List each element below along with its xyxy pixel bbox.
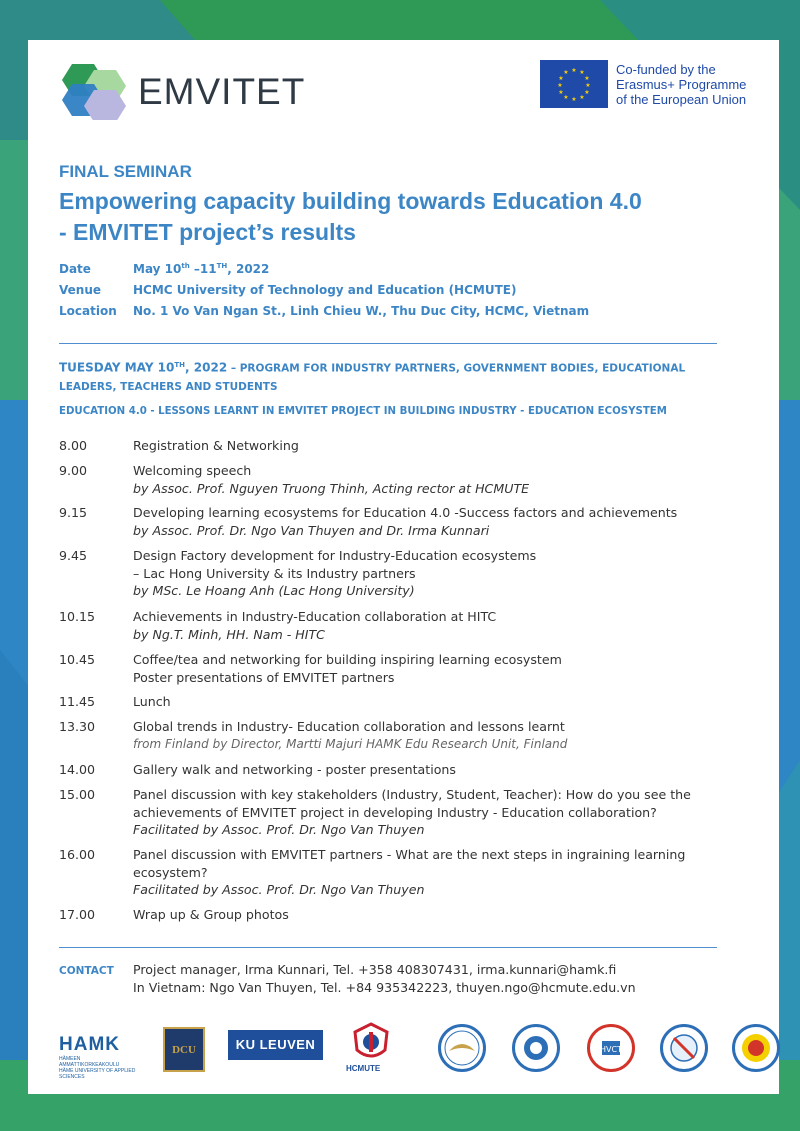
location-row [59,304,589,325]
agenda-time: 16.00 [59,847,96,862]
agenda-time: 10.15 [59,609,96,624]
svg-text:★: ★ [579,69,585,76]
eu-cofunding-text [616,62,746,107]
svg-text:★: ★ [584,75,590,82]
svg-text:★: ★ [571,96,577,103]
section-title: EDUCATION 4.0 - LESSONS LEARNT IN EMVITET PROJECT IN BUILDING INDUSTRY - EDUCATION ECOSYSTEM [59,406,667,417]
agenda-title: Lunch [133,694,171,709]
eu-text-line-2: Erasmus+ Programme [616,77,747,92]
dcu-logo: DCU [163,1027,205,1072]
event-title [59,186,739,248]
agenda-description [133,846,753,899]
ku-leuven-logo: KU LEUVEN [228,1030,323,1060]
svg-text:★: ★ [557,82,563,89]
contact-details [133,961,753,996]
agenda-description [133,693,753,711]
hamk-subtitle-2: HÄME UNIVERSITY OF APPLIED SCIENCES [59,1068,136,1080]
agenda-description [133,718,753,753]
svg-text:HVCT: HVCT [600,1045,622,1054]
agenda-description [133,651,753,686]
agenda-title: Wrap up & Group photos [133,907,289,922]
hcmute-emblem-icon [351,1022,391,1066]
agenda-description [133,761,753,779]
seminar-flyer [28,40,779,1094]
event-title-line-2: - EMVITET project’s results [59,219,356,245]
date-label: Date [59,262,91,276]
agenda-time: 9.45 [59,548,88,563]
agenda-description [133,906,753,924]
contact-line-2: In Vietnam: Ngo Van Thuyen, Tel. +84 935342223, thuyen.ngo@hcmute.edu.vn [133,979,636,995]
university-seal-logo-icon [512,1024,560,1072]
agenda-title-continued: achievements of EMVITET project in developing Industry - Education collaboration? [133,804,657,820]
hitc-logo-icon [660,1024,708,1072]
eu-text-line-1: Co-funded by the [616,62,716,77]
agenda-title: Design Factory development for Industry-Education ecosystems [133,548,537,563]
agenda-speaker: by Assoc. Prof. Dr. Ngo Van Thuyen and Dr. Irma Kunnari [133,522,490,538]
svg-text:★: ★ [579,94,585,101]
agenda-speaker: Facilitated by Assoc. Prof. Dr. Ngo Van Thuyen [133,822,425,837]
venue-label: Venue [59,283,101,297]
agenda-title: Panel discussion with EMVITET partners - What are the next steps in ingraining learning [133,847,686,862]
eu-flag-icon [540,60,608,108]
svg-text:★: ★ [563,94,569,101]
svg-text:★: ★ [571,67,577,74]
agenda-title: Global trends in Industry- Education collaboration and lessons learnt [133,719,565,734]
agenda-description [133,608,753,643]
agenda-speaker: by Assoc. Prof. Nguyen Truong Thinh, Acting rector at HCMUTE [133,480,530,496]
svg-text:★: ★ [585,82,591,89]
agenda-time: 9.00 [59,463,88,478]
hamk-subtitle-1: HÄMEEN AMMATTIKORKEAKOULU [59,1056,120,1068]
event-details [59,262,589,325]
venue-row [59,283,589,304]
date-value: May 10th –11TH, 2022 [133,262,270,276]
agenda-time: 17.00 [59,907,96,922]
agenda-speaker: by MSc. Le Hoang Anh (Lac Hong University) [133,583,415,598]
industrial-university-logo-icon [732,1024,780,1072]
hamk-logo [59,1034,139,1080]
day-heading: TUESDAY MAY 10TH, 2022 – PROGRAM FOR INDUSTRY PARTNERS, GOVERNMENT BODIES, EDUCATIONAL LEADERS, TEACHERS AND STUDENTS [59,360,686,393]
agenda-title: Panel discussion with key stakeholders (Industry, Student, Teacher): How do you see the [133,787,691,802]
contact-line-1: Project manager, Irma Kunnari, Tel. +358 408307431, irma.kunnari@hamk.fi [133,962,617,977]
agenda-description [133,462,753,497]
divider [59,343,717,344]
eu-text-line-3: of the European Union [616,92,747,107]
svg-text:★: ★ [558,75,564,82]
agenda-time: 13.30 [59,719,96,734]
svg-text:★: ★ [558,89,564,96]
agenda-time: 9.15 [59,505,88,520]
agenda-description [133,437,753,455]
agenda-description [133,504,753,539]
agenda-description [133,786,753,839]
agenda-speaker: Facilitated by Assoc. Prof. Dr. Ngo Van Thuyen [133,882,425,897]
hamk-wordmark: HAMK [59,1034,120,1055]
agenda-time: 11.45 [59,694,96,709]
agenda-time: 14.00 [59,762,96,777]
agenda-time: 15.00 [59,787,96,802]
emvitet-hexagon-icon [58,60,138,120]
agenda-title-continued: ecosystem? [133,864,208,880]
agenda-title-continued: – Lac Hong University & its Industry partners [133,565,416,581]
lac-hong-university-logo-icon [438,1024,486,1072]
event-kicker: FINAL SEMINAR [59,162,192,181]
agenda-title: Registration & Networking [133,438,299,453]
agenda-speaker: from Finland by Director, Martti Majuri HAMK Edu Research Unit, Finland [133,736,568,751]
date-row [59,262,589,283]
event-title-line-1: Empowering capacity building towards Education 4.0 [59,188,642,214]
svg-text:★: ★ [584,89,590,96]
hcmute-label: HCMUTE [346,1064,381,1073]
contact-label: CONTACT [59,965,114,977]
location-label: Location [59,304,117,318]
partner-logos [56,1022,756,1078]
agenda-time: 8.00 [59,438,88,453]
agenda-time: 10.45 [59,652,96,667]
venue-value: HCMC University of Technology and Education (HCMUTE) [133,283,517,297]
agenda-title: Developing learning ecosystems for Education 4.0 -Success factors and achievements [133,505,678,520]
agenda-title: Welcoming speech [133,463,252,478]
divider [59,947,717,948]
agenda-title: Gallery walk and networking - poster presentations [133,762,456,777]
college-of-technology-logo-icon [587,1024,635,1072]
erasmus-cofunding-badge [540,60,770,110]
agenda-title-continued: Poster presentations of EMVITET partners [133,669,395,685]
agenda-title: Achievements in Industry-Education collaboration at HITC [133,609,497,624]
emvitet-logo [58,60,306,120]
location-value: No. 1 Vo Van Ngan St., Linh Chieu W., Thu Duc City, HCMC, Vietnam [133,304,590,318]
agenda-description [133,547,753,600]
svg-text:★: ★ [563,69,569,76]
agenda-speaker: by Ng.T. Minh, HH. Nam - HITC [133,626,325,642]
emvitet-wordmark: EMVITET [138,71,306,112]
agenda-title: Coffee/tea and networking for building inspiring learning ecosystem [133,652,562,667]
